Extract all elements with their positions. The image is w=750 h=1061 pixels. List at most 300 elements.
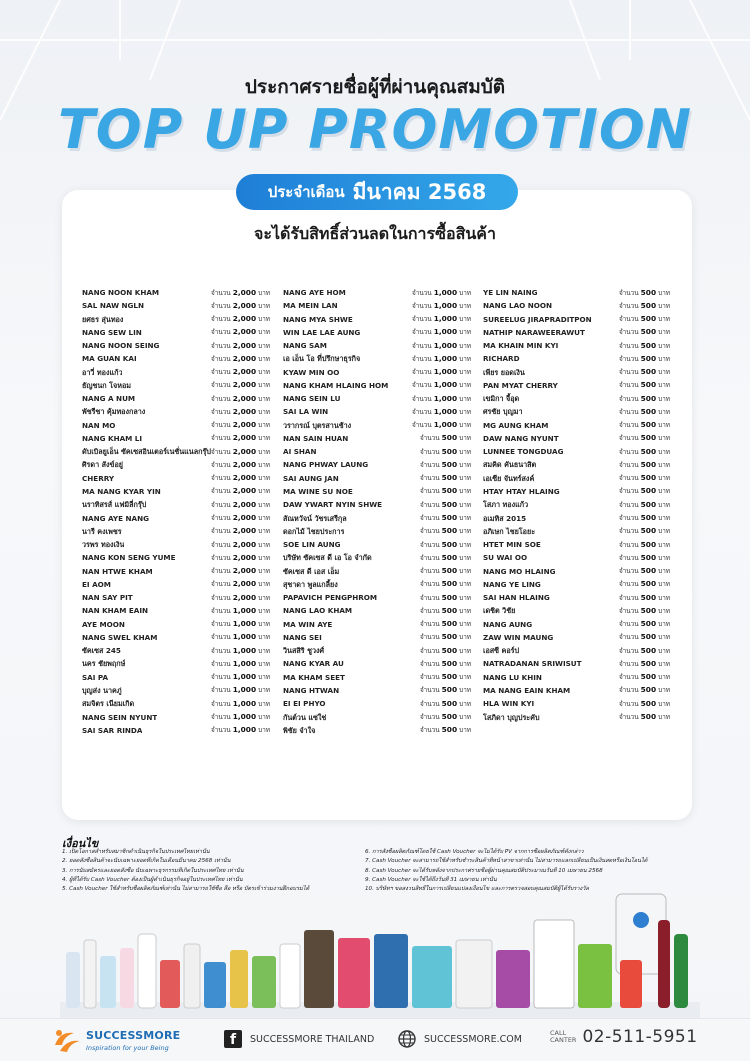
winner-amount [619,524,670,538]
amount-prefix: จำนวน [419,699,440,708]
winner-amount [619,471,670,485]
amount-prefix: จำนวน [210,474,231,483]
winner-name: ซัคเซส ดี เอส เอ็ม [283,566,340,576]
winner-name: สุชาดา พูลแกลี้ยง [283,579,338,589]
conditions-left [62,848,352,894]
winner-row [82,684,270,697]
amount-prefix: จำนวน [419,474,440,483]
winner-name: HLA WIN KYI [483,699,535,709]
amount-unit: บาท [658,567,670,576]
winner-name: SU WAI OO [483,553,528,563]
amount-prefix: จำนวน [618,620,639,629]
winner-row [483,392,670,405]
amount-value: 500 [441,513,458,523]
amount-value: 2,000 [232,526,257,536]
amount-value: 500 [441,566,458,576]
amount-unit: บาท [459,620,471,629]
subtitle: จะได้รับสิทธิ์ส่วนลดในการซื้อสินค้า [254,224,496,243]
winner-row [283,379,471,392]
amount-prefix: จำนวน [618,368,639,377]
winner-row [283,498,471,511]
winner-row [283,432,471,445]
winner-name: SAI SAR RINDA [82,725,143,735]
winner-name: MA WINE SU NOE [283,486,353,496]
winner-name: WIN LAE LAE AUNG [283,327,361,337]
amount-value: 2,000 [232,367,257,377]
winner-name: PAPAVICH PENGPHROM [283,593,378,603]
call-center[interactable] [550,1027,698,1047]
amount-value: 1,000 [232,632,257,642]
winner-name: นารี คงเพชร [82,526,122,536]
winner-name: NANG AYE HOM [283,288,346,297]
amount-value: 500 [640,552,657,562]
amount-prefix: จำนวน [419,447,440,456]
winner-name: กันต์วน แซ่ใช่ [283,712,327,722]
winner-row [483,366,670,379]
amount-unit: บาท [658,540,670,549]
winner-name: SAI HAN HLAING [483,593,550,603]
winner-name: AYE MOON [82,619,125,629]
winner-name: PAN MYAT CHERRY [483,380,558,390]
winner-amount [619,591,670,605]
winner-row [483,445,670,458]
amount-prefix: จำนวน [618,514,639,523]
amount-prefix: จำนวน [210,301,231,310]
amount-value: 1,000 [433,340,458,350]
winner-row [82,512,270,525]
winner-row [283,671,471,684]
winner-name: เอสซี คอร์ป [483,646,520,656]
winner-row [283,525,471,538]
conditions-title: เงื่อนไข [62,837,99,850]
phone-number: 02-511-5951 [582,1027,698,1047]
amount-prefix: จำนวน [419,686,440,695]
winner-name: นราทิสรส์ แฟมิลี่กรุ๊ป [82,500,147,510]
amount-prefix: จำนวน [419,500,440,509]
amount-prefix: จำนวน [210,673,231,682]
amount-value: 500 [441,539,458,549]
amount-unit: บาท [258,514,270,523]
amount-prefix: จำนวน [618,686,639,695]
amount-unit: บาท [459,646,471,655]
amount-prefix: จำนวน [618,567,639,576]
winner-name: ศิรดา สังข์อยู่ [82,460,123,470]
winner-amount [420,551,471,565]
winner-amount [211,498,270,512]
amount-value: 500 [640,566,657,576]
amount-unit: บาท [658,593,670,602]
amount-unit: บาท [258,434,270,443]
winner-name: ธัญชนก โจหอม [82,380,132,390]
amount-value: 500 [441,712,458,721]
winner-amount [211,683,270,697]
winner-name: พัชรีชา คุ้มทองกลาง [82,407,146,417]
amount-prefix: จำนวน [618,381,639,390]
winner-row [283,326,471,339]
amount-unit: บาท [459,341,471,350]
winner-name: อภิเษก ไชยโอยะ [483,526,536,536]
amount-value: 500 [640,685,657,695]
winner-amount [619,551,670,565]
amount-prefix: จำนวน [618,354,639,363]
amount-unit: บาท [658,368,670,377]
winner-amount [619,365,670,379]
winner-row [483,326,670,339]
facebook-label: SUCCESSMORE THAILAND [250,1033,375,1045]
amount-prefix: จำนวน [618,288,639,297]
amount-unit: บาท [258,527,270,536]
winner-row [82,339,270,352]
amount-value: 2,000 [232,592,257,602]
amount-value: 500 [640,632,657,642]
winner-amount [420,471,471,485]
amount-prefix: จำนวน [210,421,231,430]
amount-prefix: จำนวน [618,394,639,403]
amount-prefix: จำนวน [618,659,639,668]
winner-row [82,538,270,551]
amount-unit: บาท [258,726,270,735]
winner-name: เพียร ยอดเงิน [483,367,525,377]
condition-item: 5. Cash Voucher ใช้สำหรับซื้อผลิตภัณฑ์เท่านั้น ไม่สามารถใช้ซื้อ สื่อ หรือ บัตรเข้าร่วมงานฝึกอบรมได้ [62,886,310,893]
winner-name: DAW NANG NYUNT [483,433,559,443]
amount-unit: บาท [258,699,270,708]
facebook-link[interactable] [224,1030,374,1048]
winner-name: LUNNEE TONGDUAG [483,447,564,457]
amount-value: 500 [441,486,458,496]
winner-row [283,392,471,405]
amount-prefix: จำนวน [210,460,231,469]
winner-name: วินสสิริ ชูวงศ์ [283,646,325,656]
amount-unit: บาท [459,726,471,735]
winner-name: อเมทิส 2015 [483,513,527,523]
winner-amount [619,498,670,512]
winner-amount [420,511,471,525]
amount-unit: บาท [658,407,670,416]
winner-row [82,458,270,471]
winner-name: เอเซีย จันทร์สงค์ [483,473,535,483]
winner-amount [211,484,270,498]
winner-name: อาวี่ ทองแก้ว [82,367,123,377]
amount-unit: บาท [258,713,270,721]
website-link[interactable] [398,1030,522,1048]
amount-prefix: จำนวน [411,421,432,430]
amount-unit: บาท [658,514,670,523]
amount-prefix: จำนวน [419,673,440,682]
condition-item: 4. ผู้ที่ได้รับ Cash Voucher ต้องเป็นผู้ดำเนินธุรกิจอยู่ในประเทศไทย เท่านั้น [62,876,243,883]
amount-unit: บาท [258,633,270,642]
amount-unit: บาท [258,328,270,337]
amount-prefix: จำนวน [419,606,440,615]
winner-amount [619,286,670,300]
amount-unit: บาท [258,659,270,668]
winner-amount [211,591,270,605]
amount-value: 500 [640,619,657,629]
amount-prefix: จำนวน [210,447,231,456]
amount-value: 1,000 [433,393,458,403]
winner-row [483,618,670,631]
winner-row [483,631,670,644]
winner-name: ZAW WIN MAUNG [483,632,554,642]
winner-name: NANG PHWAY LAUNG [283,460,369,470]
winner-row [283,684,471,697]
amount-unit: บาท [658,354,670,363]
amount-value: 500 [441,619,458,629]
amount-value: 1,000 [232,645,257,655]
amount-unit: บาท [258,288,270,297]
amount-unit: บาท [459,434,471,443]
amount-unit: บาท [459,514,471,523]
condition-item: 7. Cash Voucher จะสามารถใช้สำหรับชำระสินค้าที่หน้าสาขาเท่านั้น ไม่สามารถแลกเปลี่ยนเป็นเงินสดหรือเงินโอนได้ [365,858,648,865]
amount-prefix: จำนวน [210,315,231,324]
winner-amount [420,458,471,472]
winner-row [82,419,270,432]
winner-name: บริษัท ซัคเซส ดี เอ โอ จำกัด [283,553,372,563]
winner-name: NANG SEIN NYUNT [82,712,158,722]
amount-value: 500 [441,725,458,735]
amount-prefix: จำนวน [210,699,231,708]
winner-row [483,604,670,617]
winner-row [283,657,471,670]
winner-amount [619,484,670,498]
amount-unit: บาท [459,699,471,708]
winner-row [483,313,670,326]
winner-row [483,697,670,710]
amount-value: 500 [441,658,458,668]
amount-prefix: จำนวน [618,421,639,430]
winner-amount [619,458,670,472]
amount-unit: บาท [258,540,270,549]
winner-row [283,631,471,644]
amount-value: 500 [640,380,657,390]
amount-unit: บาท [658,447,670,456]
winner-row [483,684,670,697]
winner-amount [211,312,270,326]
winner-row [283,352,471,365]
amount-value: 500 [441,605,458,615]
amount-unit: บาท [258,620,270,629]
winner-name: SAI LA WIN [283,407,329,417]
amount-prefix: จำนวน [618,487,639,496]
winner-amount [619,339,670,353]
amount-prefix: จำนวน [419,659,440,668]
amount-prefix: จำนวน [210,500,231,509]
winner-amount [412,299,471,313]
month-label: มีนาคม 2568 [352,179,487,204]
amount-unit: บาท [658,713,670,721]
amount-value: 500 [441,698,458,708]
amount-prefix: จำนวน [618,540,639,549]
winner-row [283,591,471,604]
winner-row [483,405,670,418]
winner-name: SOE LIN AUNG [283,540,341,550]
amount-value: 2,000 [232,300,257,310]
winner-amount [619,418,670,432]
amount-prefix: จำนวน [618,527,639,536]
winner-name: EI EI PHYO [283,699,326,709]
winner-amount [412,365,471,379]
amount-value: 2,000 [232,566,257,576]
amount-value: 500 [640,353,657,363]
amount-value: 500 [640,473,657,483]
amount-value: 500 [640,698,657,708]
amount-value: 500 [441,552,458,562]
amount-prefix: จำนวน [411,368,432,377]
amount-prefix: จำนวน [618,474,639,483]
amount-prefix: จำนวน [210,659,231,668]
amount-prefix: จำนวน [419,726,440,735]
winner-amount [211,564,270,578]
winner-name: สมคิด คันธนาสิต [483,460,537,470]
winner-amount [211,405,270,419]
amount-value: 500 [640,420,657,430]
amount-unit: บาท [459,686,471,695]
amount-unit: บาท [459,381,471,390]
winner-row [283,472,471,485]
amount-value: 2,000 [232,539,257,549]
amount-value: 500 [441,632,458,642]
winner-name: สัณหวัจน์ วัชรเสรีกุล [283,513,347,523]
amount-value: 500 [640,712,657,721]
condition-item: 1. เปิดโอกาสสำหรับสมาชิกดำเนินธุรกิจในประเทศไทยเท่านั้น [62,849,210,855]
winner-row [483,379,670,392]
winner-row [283,485,471,498]
winner-name: MG AUNG KHAM [483,420,549,430]
amount-unit: บาท [459,553,471,562]
amount-prefix: จำนวน [618,301,639,310]
amount-unit: บาท [258,606,270,615]
amount-unit: บาท [459,447,471,456]
amount-unit: บาท [459,474,471,483]
amount-value: 500 [441,592,458,602]
amount-prefix: จำนวน [210,713,231,721]
amount-prefix: จำนวน [618,407,639,416]
amount-unit: บาท [459,606,471,615]
winner-row [283,618,471,631]
amount-value: 500 [640,393,657,403]
amount-unit: บาท [258,407,270,416]
amount-unit: บาท [658,341,670,350]
amount-prefix: จำนวน [618,328,639,337]
amount-prefix: จำนวน [411,407,432,416]
amount-value: 500 [640,300,657,310]
winner-row [82,313,270,326]
winner-name: SAL NAW NGLN [82,301,145,311]
amount-unit: บาท [459,288,471,297]
amount-value: 500 [640,433,657,443]
winner-amount [211,551,270,565]
winner-amount [211,644,270,658]
winner-row [82,631,270,644]
amount-unit: บาท [258,593,270,602]
winner-row [283,724,471,737]
amount-prefix: จำนวน [618,341,639,350]
winner-row [283,512,471,525]
amount-prefix: จำนวน [618,460,639,469]
globe-icon [398,1030,416,1048]
amount-prefix: จำนวน [210,514,231,523]
winner-row [283,711,471,724]
winner-name: วรากรณ์ บุตรสานช้าง [283,420,352,430]
winner-amount [619,445,670,459]
winner-row [483,472,670,485]
amount-unit: บาท [258,460,270,469]
amount-prefix: จำนวน [419,487,440,496]
amount-prefix: จำนวน [618,633,639,642]
winner-row [82,405,270,418]
amount-prefix: จำนวน [618,593,639,602]
winner-row [283,286,471,299]
amount-value: 500 [441,433,458,443]
winner-name: ซัคเซส 245 [82,646,121,656]
amount-prefix: จำนวน [210,368,231,377]
amount-value: 1,000 [433,314,458,324]
winner-amount [211,392,270,406]
amount-prefix: จำนวน [419,593,440,602]
amount-prefix: จำนวน [210,381,231,390]
winner-row [82,618,270,631]
amount-prefix: จำนวน [618,699,639,708]
amount-unit: บาท [459,633,471,642]
winner-amount [412,352,471,366]
amount-value: 500 [640,499,657,509]
winner-amount [619,577,670,591]
winner-row [483,485,670,498]
winner-amount [412,325,471,339]
winner-row [483,498,670,511]
winner-amount [619,405,670,419]
amount-unit: บาท [658,527,670,536]
winner-row [283,366,471,379]
winner-name: NAN KHAM EAIN [82,606,149,616]
amount-value: 1,000 [232,698,257,708]
winner-name: NANG NOON SEING [82,341,160,351]
amount-unit: บาท [459,713,471,721]
amount-value: 500 [640,579,657,589]
winner-name: HTET MIN SOE [483,540,541,550]
winner-row [483,551,670,564]
amount-value: 2,000 [232,473,257,483]
winner-name: NATRADANAN SRIWISUT [483,659,582,669]
winner-row [82,498,270,511]
successmore-logo[interactable] [52,1025,181,1057]
amount-prefix: จำนวน [419,567,440,576]
winner-row [82,432,270,445]
winner-row [283,419,471,432]
amount-unit: บาท [658,659,670,668]
winner-row [82,591,270,604]
amount-value: 1,000 [433,353,458,363]
winners-column-2 [283,286,471,737]
winner-amount [619,299,670,313]
amount-unit: บาท [258,341,270,350]
amount-prefix: จำนวน [618,580,639,589]
amount-prefix: จำนวน [411,354,432,363]
winner-amount [211,617,270,631]
amount-unit: บาท [459,421,471,430]
winner-row [82,724,270,737]
winner-row [283,405,471,418]
amount-value: 2,000 [232,433,257,443]
amount-value: 500 [441,526,458,536]
winner-name: NATHIP NARAWEERAWUT [483,327,585,337]
brand-name: SUCCESSMORE [86,1029,181,1042]
call-label-line-1: CALL [550,1029,567,1037]
amount-prefix: จำนวน [210,354,231,363]
amount-value: 2,000 [232,380,257,390]
promo-title: TOP UP PROMOTION [57,98,693,161]
amount-value: 500 [640,340,657,350]
winner-amount [211,538,270,552]
